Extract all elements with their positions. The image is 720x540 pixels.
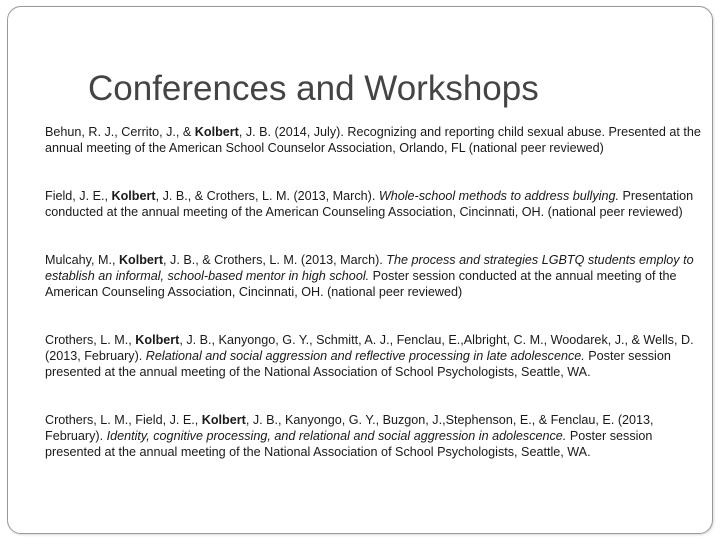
entry-work-title: Whole-school methods to address bullying. <box>378 189 619 203</box>
entry-authors: Field, J. E., <box>45 189 112 203</box>
reference-entry <box>45 124 705 156</box>
entry-highlight-author: Kolbert <box>201 413 246 427</box>
entry-work-title: Identity, cognitive processing, and relational and social aggression in adolescence. <box>106 429 567 443</box>
entry-highlight-author: Kolbert <box>111 189 156 203</box>
reference-entry <box>45 188 705 220</box>
entry-details: , J. B., Kanyongo, G. Y., Buzgon, J.,Stephenson, E., & Fenclau, E. (2013, February). <box>45 413 654 443</box>
entry-highlight-author: Kolbert <box>135 333 180 347</box>
entry-venue: Presentation conducted at the annual meeting of the American Counseling Association, Cincinnati, OH. (national peer reviewed) <box>45 189 694 219</box>
entry-work-title: Relational and social aggression and reflective processing in late adolescence. <box>145 349 585 363</box>
entry-authors: Crothers, L. M., <box>45 333 136 347</box>
entry-details: , J. B., & Crothers, L. M. (2013, March). <box>163 253 387 267</box>
reference-list <box>45 124 705 492</box>
entry-authors: Crothers, L. M., Field, J. E., <box>45 413 202 427</box>
entry-authors: Behun, R. J., Cerrito, J., & <box>45 125 195 139</box>
entry-authors: Mulcahy, M., <box>45 253 119 267</box>
entry-highlight-author: Kolbert <box>194 125 239 139</box>
reference-entry <box>45 332 705 380</box>
entry-details: , J. B., & Crothers, L. M. (2013, March). <box>155 189 379 203</box>
entry-work-title: The process and strategies LGBTQ students employ to establish an informal, school-based mentor in high school. <box>45 253 694 283</box>
entry-venue: Poster session conducted at the annual meeting of the American Counseling Association, Cincinnati, OH. (national peer reviewed) <box>45 269 677 299</box>
entry-details: , J. B., Kanyongo, G. Y., Schmitt, A. J., Fenclau, E.,Albright, C. M., Woodarek, J., & Wells, D. (2013, February). <box>45 333 694 363</box>
entry-details: , J. B. (2014, July). Recognizing and reporting child sexual abuse. Presented at the annual meeting of the American School Counselor Association, Orlando, FL (national peer reviewed) <box>45 125 701 155</box>
entry-highlight-author: Kolbert <box>118 253 164 267</box>
slide-title: Conferences and Workshops <box>88 69 539 108</box>
reference-entry <box>45 412 705 460</box>
reference-entry <box>45 252 705 300</box>
slide-frame <box>7 6 713 534</box>
entry-venue: Poster session presented at the annual meeting of the National Association of School Psychologists, Seattle, WA. <box>45 429 653 459</box>
entry-venue: Poster session presented at the annual meeting of the National Association of School Psychologists, Seattle, WA. <box>45 349 671 379</box>
